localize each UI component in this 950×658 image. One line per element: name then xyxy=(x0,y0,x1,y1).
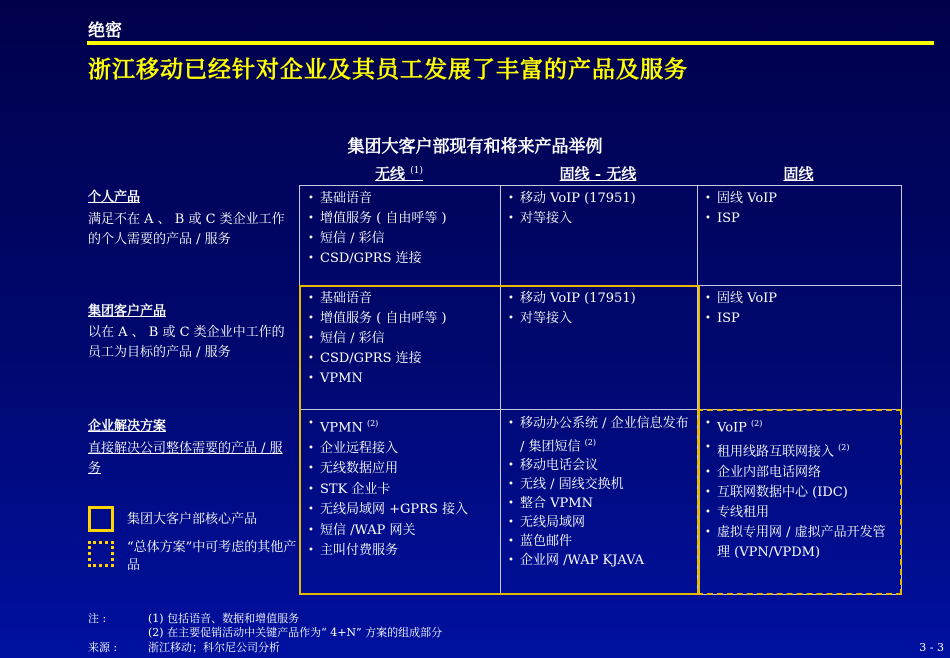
core-products-highlight xyxy=(299,285,700,595)
cell-item: • 对等接入 xyxy=(508,309,693,329)
legend-solid-swatch xyxy=(88,506,114,532)
note-2: (2) 在主要促销活动中关键产品作为“ 4+N” 方案的组成部分 xyxy=(148,626,443,639)
confidential-label: 绝密 xyxy=(88,21,122,41)
cell-item: • 互联网数据中心 (IDC) xyxy=(705,483,895,503)
cell-item: • 对等接入 xyxy=(508,209,693,229)
cell-item: • VoIP $^{(2)}$ xyxy=(705,414,895,438)
cell-item: • 整合 VPMN xyxy=(508,494,693,513)
legend-dashed-swatch xyxy=(88,541,114,567)
cell-item: • 无线局域网 +GPRS 接入 xyxy=(308,500,496,521)
cell-item: • ISP xyxy=(705,209,895,229)
row-heading-personal: 个人产品 xyxy=(88,190,141,205)
cell-personal-wireless xyxy=(308,189,496,269)
cell-personal-fixed-wireless xyxy=(508,189,693,229)
cell-item: • ISP xyxy=(705,309,895,329)
cell-item: • 移动电话会议 xyxy=(508,456,693,475)
row-heading-group: 集团客户产品 xyxy=(88,304,167,319)
cell-item: • 移动 VoIP (17951) xyxy=(508,289,693,309)
row-description-personal: 满足不在 A 、 B 或 C 类企业工作的个人需要的产品 / 服务 xyxy=(88,212,285,247)
row-description-group: 以在 A 、 B 或 C 类企业中工作的员工为目标的产品 / 服务 xyxy=(88,325,285,360)
cell-group-fixed xyxy=(705,289,895,329)
cell-item: • 租用线路互联网接入 $^{(2)}$ xyxy=(705,438,895,462)
cell-item: • 无线局域网 xyxy=(508,513,693,532)
cell-item: • 移动 VoIP (17951) xyxy=(508,189,693,209)
cell-item: • 短信 / 彩信 xyxy=(308,329,496,349)
cell-item: • 基础语音 xyxy=(308,289,496,309)
note-1: (1) 包括语音、数据和增值服务 xyxy=(148,612,300,625)
header-rule xyxy=(87,41,934,45)
cell-item: • 固线 VoIP xyxy=(705,289,895,309)
cell-item: • CSD/GPRS 连接 xyxy=(308,249,496,269)
cell-item: • 短信 / 彩信 xyxy=(308,229,496,249)
cell-item: • STK 企业卡 xyxy=(308,480,496,501)
cell-item: • 无线数据应用 xyxy=(308,459,496,480)
cell-item: • 基础语音 xyxy=(308,189,496,209)
other-products-highlight xyxy=(697,409,902,595)
cell-item: • 增值服务 ( 自由呼等 ) xyxy=(308,209,496,229)
table-subtitle: 集团大客户部现有和将来产品举例 xyxy=(347,137,603,157)
row-heading-enterprise: 企业解决方案 xyxy=(88,419,167,434)
row-description-enterprise: 直接解决公司整体需要的产品 / 服务 xyxy=(88,441,283,476)
cell-item: • 企业网 /WAP KJAVA xyxy=(508,551,693,570)
source-text: 浙江移动；科尔尼公司分析 xyxy=(148,641,280,654)
cell-item: • VPMN $^{(2)}$ xyxy=(308,414,496,439)
cell-item: • 主叫付费服务 xyxy=(308,541,496,562)
cell-item: • 短信 /WAP 网关 xyxy=(308,521,496,542)
cell-item: • 虚拟专用网 / 虚拟产品开发管理 (VPN/VPDM) xyxy=(705,523,895,563)
cell-item: • CSD/GPRS 连接 xyxy=(308,349,496,369)
page-number: 3 - 3 xyxy=(919,641,944,654)
column-header-wireless: 无线 $^{(1)}$ xyxy=(375,165,423,183)
cell-item: • 无线 / 固线交换机 xyxy=(508,475,693,494)
cell-item: • 移动办公系统 / 企业信息发布 / 集团短信 $^{(2)}$ xyxy=(508,414,693,456)
column-header-fixed: 固线 xyxy=(783,165,814,183)
cell-item: • 专线租用 xyxy=(705,503,895,523)
cell-item: • 企业内部电话网络 xyxy=(705,463,895,483)
column-header-fixed-wireless: 固线 - 无线 xyxy=(559,165,637,183)
cell-item: • 固线 VoIP xyxy=(705,189,895,209)
cell-item: • 增值服务 ( 自由呼等 ) xyxy=(308,309,496,329)
legend-solid-label: 集团大客户部核心产品 xyxy=(127,512,258,527)
cell-item: • 企业远程接入 xyxy=(308,439,496,460)
note-label: 注 : xyxy=(88,612,107,625)
page-title: 浙江移动已经针对企业及其员工发展了丰富的产品及服务 xyxy=(88,56,688,83)
cell-item: • 蓝色邮件 xyxy=(508,532,693,551)
cell-item: • VPMN xyxy=(308,369,496,389)
source-label: 来源 : xyxy=(88,641,118,654)
cell-personal-fixed xyxy=(705,189,895,229)
legend-dashed-label: “总体方案”中可考虑的其他产品 xyxy=(127,540,297,573)
